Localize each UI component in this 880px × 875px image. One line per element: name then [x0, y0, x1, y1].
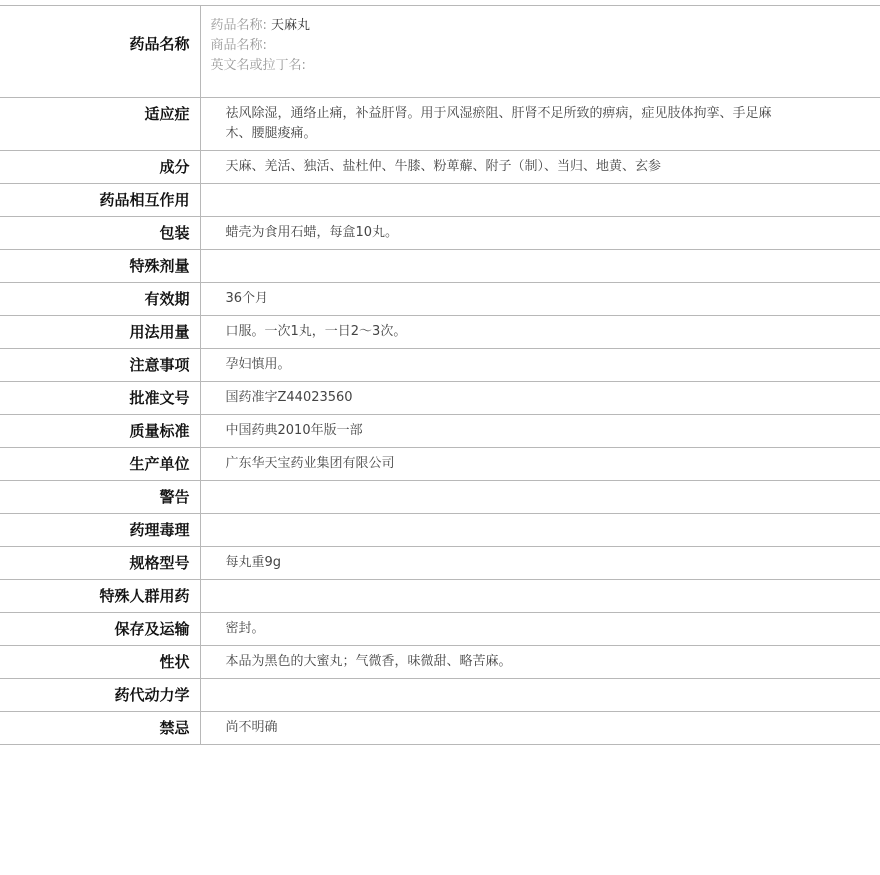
- generic-name-value: 天麻丸: [271, 18, 311, 33]
- row-pharmacology-toxicology: [0, 514, 880, 547]
- generic-name-line: [211, 16, 871, 36]
- row-label: 注意事项: [0, 349, 200, 382]
- row-contraindications: [0, 712, 880, 745]
- row-drug-interactions: [0, 184, 880, 217]
- row-label: 规格型号: [0, 547, 200, 580]
- row-label: 特殊剂量: [0, 250, 200, 283]
- row-label: 生产单位: [0, 448, 200, 481]
- row-label: 药代动力学: [0, 679, 200, 712]
- row-quality-standard: [0, 415, 880, 448]
- row-value: 孕妇慎用。: [200, 349, 880, 382]
- row-value: [200, 514, 880, 547]
- row-label: 用法用量: [0, 316, 200, 349]
- row-value: 本品为黑色的大蜜丸；气微香，味微甜、略苦麻。: [200, 646, 880, 679]
- latin-name-key: 英文名或拉丁名:: [210, 58, 306, 73]
- row-label-drug-name: 药品名称: [0, 6, 200, 98]
- trade-name-key: 商品名称:: [210, 38, 267, 53]
- row-usage-dosage: [0, 316, 880, 349]
- row-value: 广东华天宝药业集团有限公司: [200, 448, 880, 481]
- latin-name-line: [211, 56, 871, 76]
- row-specification: [0, 547, 880, 580]
- row-value: 祛风除湿，通络止痛，补益肝肾。用于风湿瘀阻、肝肾不足所致的痹病，症见肢体拘挛、手足麻木、腰腿痠痛。: [200, 98, 880, 151]
- row-label: 特殊人群用药: [0, 580, 200, 613]
- row-pharmacokinetics: [0, 679, 880, 712]
- row-label: 适应症: [0, 98, 200, 151]
- row-value: 密封。: [200, 613, 880, 646]
- row-value: [200, 250, 880, 283]
- trade-name-line: [211, 36, 871, 56]
- row-value: 国药准字Z44023560: [200, 382, 880, 415]
- row-value: [200, 580, 880, 613]
- row-value: [200, 679, 880, 712]
- row-drug-name: [0, 6, 880, 98]
- row-value: 中国药典2010年版一部: [200, 415, 880, 448]
- row-value: 36个月: [200, 283, 880, 316]
- row-warning: [0, 481, 880, 514]
- row-precautions: [0, 349, 880, 382]
- row-label: 警告: [0, 481, 200, 514]
- row-special-dosage: [0, 250, 880, 283]
- row-manufacturer: [0, 448, 880, 481]
- row-special-populations: [0, 580, 880, 613]
- row-ingredients: [0, 151, 880, 184]
- drug-info-table: [0, 5, 880, 745]
- row-label: 质量标准: [0, 415, 200, 448]
- row-label: 保存及运输: [0, 613, 200, 646]
- row-value: 天麻、羌活、独活、盐杜仲、牛膝、粉萆薢、附子（制）、当归、地黄、玄参: [200, 151, 880, 184]
- row-storage-transport: [0, 613, 880, 646]
- row-label: 有效期: [0, 283, 200, 316]
- row-appearance: [0, 646, 880, 679]
- drug-name-values: [200, 6, 880, 98]
- row-value: 口服。一次1丸，一日2～3次。: [200, 316, 880, 349]
- row-value: [200, 481, 880, 514]
- drug-info-sheet: [0, 5, 880, 745]
- row-indications: [0, 98, 880, 151]
- row-approval-number: [0, 382, 880, 415]
- row-label: 批准文号: [0, 382, 200, 415]
- generic-name-key: 药品名称:: [210, 18, 267, 33]
- row-label: 药品相互作用: [0, 184, 200, 217]
- row-label: 包装: [0, 217, 200, 250]
- row-shelf-life: [0, 283, 880, 316]
- row-value: 尚不明确: [200, 712, 880, 745]
- row-label: 成分: [0, 151, 200, 184]
- row-label: 药理毒理: [0, 514, 200, 547]
- row-label: 性状: [0, 646, 200, 679]
- row-label: 禁忌: [0, 712, 200, 745]
- row-value: [200, 184, 880, 217]
- row-value: 每丸重9g: [200, 547, 880, 580]
- row-value: 蜡壳为食用石蜡，每盒10丸。: [200, 217, 880, 250]
- row-packaging: [0, 217, 880, 250]
